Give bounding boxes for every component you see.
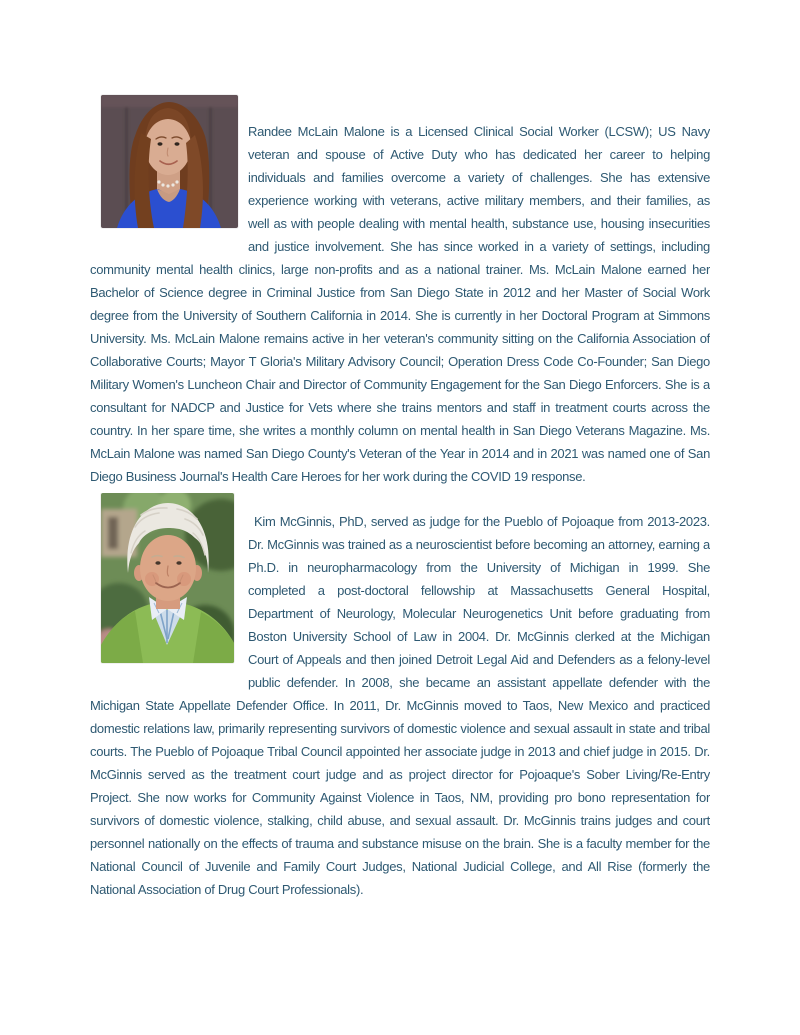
kim-portrait-image (101, 493, 234, 663)
randee-portrait-image (101, 95, 238, 228)
kim-mcginnis-photo (90, 493, 248, 675)
randee-mclain-malone-photo (90, 95, 248, 242)
randee-bio-paragraph: Randee McLain Malone is a Licensed Clinical Social Worker (LCSW); US Navy veteran and spouse of Active Duty who has dedicated her career to helping individuals and families overcome a variety of challenges. She has extensive experience working with veterans, active military members, and their families, as well as with people dealing with mental health, substance use, housing insecurities and justice involvement. She has since worked in a variety of settings, including community mental health clinics, large non-profits and as a national trainer. Ms. McLain Malone earned her Bachelor of Science degree in Criminal Justice from San Diego State in 2012 and her Master of Social Work degree from the University of Southern California in 2014. She is currently in her Doctoral Program at Simmons University. Ms. McLain Malone remains active in her veteran's community sitting on the California Association of Collaborative Courts; Mayor T Gloria's Military Advisory Council; Operation Dress Code Co-Founder; San Diego Military Women's Luncheon Chair and Director of Community Engagement for the San Diego Enforcers. She is a consultant for NADCP and Justice for Vets where she trains mentors and staff in treatment courts across the country. In her spare time, she writes a monthly column on mental health in San Diego Veterans Magazine. Ms. McLain Malone was named San Diego County's Veteran of the Year in 2014 and in 2021 was named one of San Diego Business Journal's Health Care Heroes for her work during the COVID 19 response. (90, 124, 710, 484)
face (145, 108, 191, 175)
bio-section-randee-mclain-malone (90, 0, 710, 488)
kim-bio-paragraph: Kim McGinnis, PhD, served as judge for the Pueblo of Pojoaque from 2013-2023. Dr. McGinnis was trained as a neuroscientist before becoming an attorney, earning a Ph.D. in neuropharmacology from the University of Michigan in 1999. She completed a post-doctoral fellowship at Massachusetts General Hospital, Department of Neurology, Molecular Neurogenetics Unit before graduating from Boston University School of Law in 2004. Dr. McGinnis clerked at the Michigan Court of Appeals and then joined Detroit Legal Aid and Defenders as a felony-level public defender. In 2008, she became an assistant appellate defender with the Michigan State Appellate Defender Office. In 2011, Dr. McGinnis moved to Taos, New Mexico and practiced domestic relations law, primarily representing survivors of domestic violence and sexual assault in state and tribal courts. The Pueblo of Pojoaque Tribal Council appointed her associate judge in 2013 and chief judge in 2015. Dr. McGinnis served as the treatment court judge and as project director for Pojoaque's Sober Living/Re-Entry Project. She now works for Community Against Violence in Taos, NM, providing pro bono representation for survivors of domestic violence, stalking, child abuse, and sexual assault. Dr. McGinnis trains judges and court personnel nationally on the effects of trauma and substance misuse on the brain. She is a faculty member for the National Council of Juvenile and Family Court Judges, National Judicial College, and All Rise (formerly the National Association of Drug Court Professionals). (90, 514, 710, 897)
bio-section-kim-mcginnis (90, 493, 710, 901)
